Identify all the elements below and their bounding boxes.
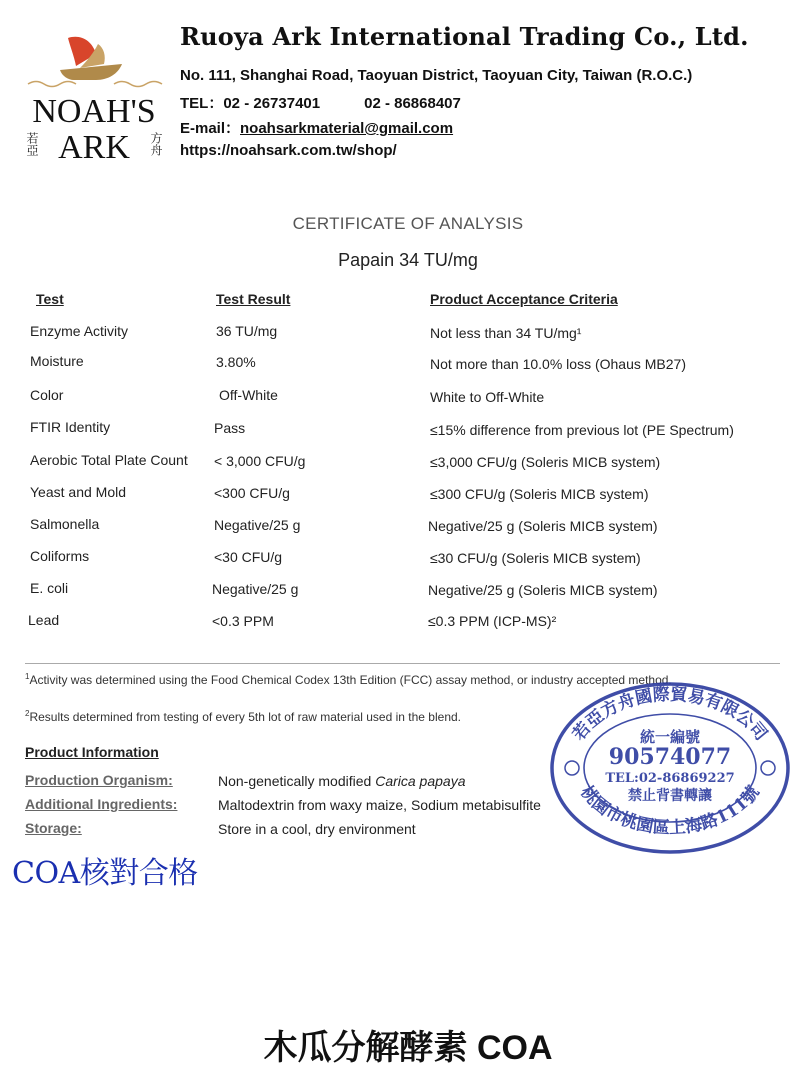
row-result: <30 CFU/g [214,549,283,565]
organism-text: Non-genetically modified [218,773,376,789]
company-address: No. 111, Shanghai Road, Taoyuan District, Taoyuan City, Taiwan (R.O.C.) [180,67,693,84]
header-test: Test [36,291,64,307]
row-criteria: Not less than 34 TU/mg¹ [430,325,582,341]
stamp-ring-top: 若亞方舟國際貿易有限公司 [569,684,771,745]
row-test: Lead [28,612,60,628]
row-result: <0.3 PPM [212,613,274,629]
footnote-1-text: Activity was determined using the Food Chemical Codex 13th Edition (FCC) assay method, or industry accepted method. [29,673,672,687]
logo-brand-text-2: ARK [58,129,130,165]
organism-value [218,773,465,789]
tel-1: 02 - 26737401 [223,95,321,112]
row-criteria: ≤300 CFU/g (Soleris MICB system) [430,486,649,502]
logo-cn-left: 若亞 [25,132,39,156]
row-result: Off-White [219,387,278,403]
stamp-line-4: 禁止背書轉讓 [628,788,712,804]
row-criteria: Not more than 10.0% loss (Ohaus MB27) [430,356,687,372]
row-criteria: ≤3,000 CFU/g (Soleris MICB system) [430,454,661,470]
organism-species: Carica papaya [375,773,466,789]
company-name: Ruoya Ark International Trading Co., Ltd. [180,22,749,51]
row-test: Salmonella [30,516,100,532]
row-test: Enzyme Activity [30,323,129,339]
row-result: Negative/25 g [212,581,299,597]
row-criteria: ≤15% difference from previous lot (PE Spectrum) [430,422,734,438]
product-name: Papain 34 TU/mg [338,250,478,270]
ship-icon [28,37,162,87]
row-result: 36 TU/mg [216,323,278,339]
company-website[interactable]: https://noahsark.com.tw/shop/ [180,142,397,159]
tel-2: 02 - 86868407 [364,95,461,112]
header-test-result: Test Result [216,291,291,307]
row-test: Aerobic Total Plate Count [30,452,188,468]
company-seal-stamp [548,676,792,856]
ingredients-label: Additional Ingredients: [25,796,178,812]
row-result: <300 CFU/g [214,485,290,501]
row-result: Negative/25 g [214,517,301,533]
row-result: < 3,000 CFU/g [214,453,306,469]
approval-note: COA核對合格 [12,856,198,891]
footnote-2 [25,709,461,724]
row-test: FTIR Identity [30,419,111,435]
row-criteria: White to Off-White [430,389,545,405]
logo-cn-right: 方舟 [149,132,163,156]
company-email [180,117,453,138]
footnote-1-mark: 1 [25,672,30,681]
footnote-2-mark: 2 [25,709,30,718]
stamp-line-1: 統一編號 [639,728,701,746]
stamp-ring-bottom: 桃園市桃園區上海路111號 [576,782,764,839]
certificate-title: CERTIFICATE OF ANALYSIS [292,214,524,233]
row-test: Color [30,387,64,403]
row-test: Moisture [30,353,84,369]
row-criteria: ≤0.3 PPM (ICP-MS)² [428,613,557,629]
product-info-heading: Product Information [25,744,159,760]
organism-label: Production Organism: [25,772,173,788]
row-test: Yeast and Mold [30,484,126,500]
company-logo [18,30,170,165]
footnote-2-text: Results determined from testing of every 5th lot of raw material used in the blend. [29,710,462,724]
storage-label: Storage: [25,820,82,836]
footnote-divider [25,663,780,664]
row-criteria: Negative/25 g (Soleris MICB system) [428,518,658,534]
tel-label: TEL： [180,95,224,112]
row-criteria: Negative/25 g (Soleris MICB system) [428,582,658,598]
row-test: Coliforms [30,548,90,564]
row-result: Pass [214,420,246,436]
document-caption: 木瓜分解酵素 COA [263,1029,553,1067]
logo-brand-text: NOAH'S [32,93,156,130]
email-link[interactable]: noahsarkmaterial@gmail.com [240,120,454,137]
email-label: E-mail： [180,120,241,137]
ingredients-value: Maltodextrin from waxy maize, Sodium metabisulfite [218,797,541,813]
header-acceptance-criteria: Product Acceptance Criteria [430,291,618,307]
row-result: 3.80% [216,354,256,370]
storage-value: Store in a cool, dry environment [218,821,416,837]
stamp-line-3: TEL:02-86869227 [605,771,735,786]
company-phone [180,92,461,113]
row-criteria: ≤30 CFU/g (Soleris MICB system) [430,550,641,566]
row-test: E. coli [30,580,69,596]
stamp-line-2: 90574077 [608,744,732,770]
